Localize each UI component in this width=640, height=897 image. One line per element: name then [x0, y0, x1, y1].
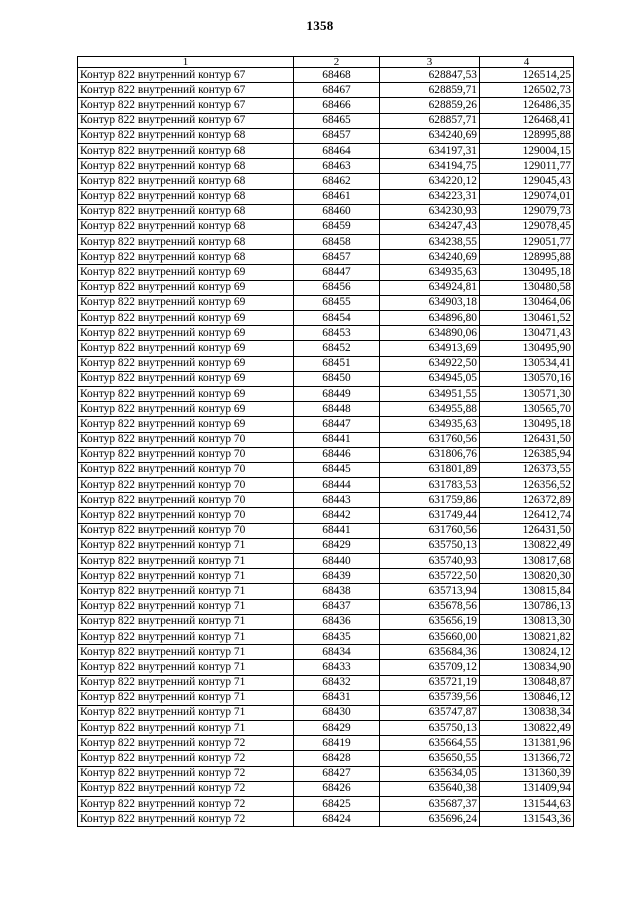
table-row: [78, 417, 574, 432]
x-coordinate-cell: 628859,71: [380, 83, 480, 98]
point-number-cell: 68465: [294, 113, 380, 128]
y-coordinate-cell: 129011,77: [480, 159, 574, 174]
point-number-cell: 68439: [294, 569, 380, 584]
table-header-row: [78, 57, 574, 68]
point-number-cell: 68436: [294, 614, 380, 629]
table-row: [78, 721, 574, 736]
x-coordinate-cell: 634247,43: [380, 219, 480, 234]
table-row: [78, 812, 574, 827]
point-number-cell: 68468: [294, 68, 380, 83]
point-number-cell: 68447: [294, 417, 380, 432]
x-coordinate-cell: 634913,69: [380, 341, 480, 356]
point-number-cell: 68446: [294, 447, 380, 462]
y-coordinate-cell: 126431,50: [480, 432, 574, 447]
point-number-cell: 68429: [294, 538, 380, 553]
x-coordinate-cell: 635750,13: [380, 721, 480, 736]
contour-name-cell: Контур 822 внутренний контур 68: [78, 250, 294, 265]
contour-name-cell: Контур 822 внутренний контур 68: [78, 159, 294, 174]
x-coordinate-cell: 634924,81: [380, 280, 480, 295]
y-coordinate-cell: 131360,39: [480, 766, 574, 781]
point-number-cell: 68430: [294, 705, 380, 720]
x-coordinate-cell: 634890,06: [380, 326, 480, 341]
contour-name-cell: Контур 822 внутренний контур 68: [78, 189, 294, 204]
x-coordinate-cell: 634935,63: [380, 417, 480, 432]
x-coordinate-cell: 634955,88: [380, 402, 480, 417]
y-coordinate-cell: 126372,89: [480, 493, 574, 508]
y-coordinate-cell: 131381,96: [480, 736, 574, 751]
point-number-cell: 68419: [294, 736, 380, 751]
y-coordinate-cell: 130824,12: [480, 645, 574, 660]
x-coordinate-cell: 635678,56: [380, 599, 480, 614]
x-coordinate-cell: 631759,86: [380, 493, 480, 508]
x-coordinate-cell: 635713,94: [380, 584, 480, 599]
point-number-cell: 68453: [294, 326, 380, 341]
x-coordinate-cell: 635634,05: [380, 766, 480, 781]
contour-name-cell: Контур 822 внутренний контур 69: [78, 265, 294, 280]
table-row: [78, 250, 574, 265]
contour-name-cell: Контур 822 внутренний контур 72: [78, 797, 294, 812]
point-number-cell: 68431: [294, 690, 380, 705]
column-header: 1: [78, 57, 294, 68]
y-coordinate-cell: 130495,18: [480, 417, 574, 432]
x-coordinate-cell: 635660,00: [380, 629, 480, 644]
point-number-cell: 68441: [294, 523, 380, 538]
y-coordinate-cell: 128995,88: [480, 128, 574, 143]
y-coordinate-cell: 131409,94: [480, 781, 574, 796]
contour-name-cell: Контур 822 внутренний контур 70: [78, 493, 294, 508]
point-number-cell: 68451: [294, 356, 380, 371]
table-row: [78, 128, 574, 143]
table-row: [78, 98, 574, 113]
y-coordinate-cell: 130848,87: [480, 675, 574, 690]
y-coordinate-cell: 130480,58: [480, 280, 574, 295]
y-coordinate-cell: 131544,63: [480, 797, 574, 812]
x-coordinate-cell: 634945,05: [380, 371, 480, 386]
point-number-cell: 68438: [294, 584, 380, 599]
point-number-cell: 68467: [294, 83, 380, 98]
table-row: [78, 781, 574, 796]
contour-name-cell: Контур 822 внутренний контур 69: [78, 386, 294, 401]
table-row: [78, 143, 574, 158]
contour-name-cell: Контур 822 внутренний контур 71: [78, 675, 294, 690]
table-row: [78, 766, 574, 781]
point-number-cell: 68455: [294, 295, 380, 310]
x-coordinate-cell: 631801,89: [380, 462, 480, 477]
contour-name-cell: Контур 822 внутренний контур 69: [78, 326, 294, 341]
table-row: [78, 159, 574, 174]
table-row: [78, 326, 574, 341]
y-coordinate-cell: 126502,73: [480, 83, 574, 98]
x-coordinate-cell: 635696,24: [380, 812, 480, 827]
contour-name-cell: Контур 822 внутренний контур 71: [78, 629, 294, 644]
y-coordinate-cell: 130822,49: [480, 721, 574, 736]
x-coordinate-cell: 635709,12: [380, 660, 480, 675]
x-coordinate-cell: 634922,50: [380, 356, 480, 371]
point-number-cell: 68437: [294, 599, 380, 614]
y-coordinate-cell: 126356,52: [480, 478, 574, 493]
x-coordinate-cell: 634935,63: [380, 265, 480, 280]
contour-name-cell: Контур 822 внутренний контур 70: [78, 432, 294, 447]
x-coordinate-cell: 628859,26: [380, 98, 480, 113]
table-row: [78, 174, 574, 189]
point-number-cell: 68464: [294, 143, 380, 158]
table-row: [78, 113, 574, 128]
contour-name-cell: Контур 822 внутренний контур 70: [78, 523, 294, 538]
point-number-cell: 68428: [294, 751, 380, 766]
point-number-cell: 68463: [294, 159, 380, 174]
table-row: [78, 462, 574, 477]
y-coordinate-cell: 126468,41: [480, 113, 574, 128]
y-coordinate-cell: 129079,73: [480, 204, 574, 219]
point-number-cell: 68432: [294, 675, 380, 690]
x-coordinate-cell: 635750,13: [380, 538, 480, 553]
y-coordinate-cell: 130822,49: [480, 538, 574, 553]
contour-name-cell: Контур 822 внутренний контур 71: [78, 538, 294, 553]
x-coordinate-cell: 634197,31: [380, 143, 480, 158]
x-coordinate-cell: 631760,56: [380, 432, 480, 447]
x-coordinate-cell: 634223,31: [380, 189, 480, 204]
table-row: [78, 705, 574, 720]
contour-name-cell: Контур 822 внутренний контур 71: [78, 599, 294, 614]
x-coordinate-cell: 635739,56: [380, 690, 480, 705]
contour-name-cell: Контур 822 внутренний контур 69: [78, 341, 294, 356]
x-coordinate-cell: 628857,71: [380, 113, 480, 128]
y-coordinate-cell: 126412,74: [480, 508, 574, 523]
y-coordinate-cell: 129074,01: [480, 189, 574, 204]
point-number-cell: 68427: [294, 766, 380, 781]
column-header: 4: [480, 57, 574, 68]
table-row: [78, 478, 574, 493]
contour-name-cell: Контур 822 внутренний контур 69: [78, 295, 294, 310]
point-number-cell: 68440: [294, 554, 380, 569]
table-row: [78, 736, 574, 751]
table-row: [78, 68, 574, 83]
x-coordinate-cell: 631783,53: [380, 478, 480, 493]
point-number-cell: 68435: [294, 629, 380, 644]
x-coordinate-cell: 631760,56: [380, 523, 480, 538]
contour-name-cell: Контур 822 внутренний контур 71: [78, 584, 294, 599]
y-coordinate-cell: 130834,90: [480, 660, 574, 675]
table-row: [78, 569, 574, 584]
y-coordinate-cell: 130817,68: [480, 554, 574, 569]
table-row: [78, 538, 574, 553]
x-coordinate-cell: 635687,37: [380, 797, 480, 812]
table-row: [78, 508, 574, 523]
contour-name-cell: Контур 822 внутренний контур 72: [78, 781, 294, 796]
x-coordinate-cell: 634194,75: [380, 159, 480, 174]
x-coordinate-cell: 635684,36: [380, 645, 480, 660]
contour-name-cell: Контур 822 внутренний контур 69: [78, 402, 294, 417]
coordinates-table: [77, 56, 574, 827]
contour-name-cell: Контур 822 внутренний контур 69: [78, 417, 294, 432]
contour-name-cell: Контур 822 внутренний контур 68: [78, 204, 294, 219]
y-coordinate-cell: 130495,18: [480, 265, 574, 280]
point-number-cell: 68441: [294, 432, 380, 447]
y-coordinate-cell: 130565,70: [480, 402, 574, 417]
point-number-cell: 68426: [294, 781, 380, 796]
x-coordinate-cell: 635656,19: [380, 614, 480, 629]
point-number-cell: 68429: [294, 721, 380, 736]
contour-name-cell: Контур 822 внутренний контур 71: [78, 690, 294, 705]
table-row: [78, 386, 574, 401]
contour-name-cell: Контур 822 внутренний контур 68: [78, 235, 294, 250]
y-coordinate-cell: 126385,94: [480, 447, 574, 462]
table-row: [78, 751, 574, 766]
table-row: [78, 614, 574, 629]
y-coordinate-cell: 126431,50: [480, 523, 574, 538]
x-coordinate-cell: 634951,55: [380, 386, 480, 401]
contour-name-cell: Контур 822 внутренний контур 67: [78, 113, 294, 128]
contour-name-cell: Контур 822 внутренний контур 69: [78, 280, 294, 295]
y-coordinate-cell: 130821,82: [480, 629, 574, 644]
y-coordinate-cell: 130786,13: [480, 599, 574, 614]
table-row: [78, 356, 574, 371]
y-coordinate-cell: 130534,41: [480, 356, 574, 371]
point-number-cell: 68460: [294, 204, 380, 219]
y-coordinate-cell: 126514,25: [480, 68, 574, 83]
contour-name-cell: Контур 822 внутренний контур 71: [78, 721, 294, 736]
table-row: [78, 675, 574, 690]
y-coordinate-cell: 130471,43: [480, 326, 574, 341]
contour-name-cell: Контур 822 внутренний контур 71: [78, 569, 294, 584]
x-coordinate-cell: 635640,38: [380, 781, 480, 796]
table-row: [78, 660, 574, 675]
table-row: [78, 341, 574, 356]
x-coordinate-cell: 635740,93: [380, 554, 480, 569]
point-number-cell: 68444: [294, 478, 380, 493]
point-number-cell: 68449: [294, 386, 380, 401]
contour-name-cell: Контур 822 внутренний контур 72: [78, 766, 294, 781]
table-row: [78, 523, 574, 538]
table-row: [78, 295, 574, 310]
table-row: [78, 584, 574, 599]
x-coordinate-cell: 635664,55: [380, 736, 480, 751]
table-row: [78, 629, 574, 644]
x-coordinate-cell: 634238,55: [380, 235, 480, 250]
y-coordinate-cell: 130464,06: [480, 295, 574, 310]
point-number-cell: 68442: [294, 508, 380, 523]
table-row: [78, 189, 574, 204]
contour-name-cell: Контур 822 внутренний контур 68: [78, 174, 294, 189]
point-number-cell: 68443: [294, 493, 380, 508]
table-row: [78, 554, 574, 569]
contour-name-cell: Контур 822 внутренний контур 71: [78, 554, 294, 569]
x-coordinate-cell: 634240,69: [380, 128, 480, 143]
contour-name-cell: Контур 822 внутренний контур 68: [78, 143, 294, 158]
y-coordinate-cell: 130570,16: [480, 371, 574, 386]
point-number-cell: 68433: [294, 660, 380, 675]
contour-name-cell: Контур 822 внутренний контур 68: [78, 219, 294, 234]
contour-name-cell: Контур 822 внутренний контур 71: [78, 645, 294, 660]
table-row: [78, 204, 574, 219]
point-number-cell: 68448: [294, 402, 380, 417]
table-row: [78, 645, 574, 660]
point-number-cell: 68458: [294, 235, 380, 250]
x-coordinate-cell: 634903,18: [380, 295, 480, 310]
y-coordinate-cell: 129045,43: [480, 174, 574, 189]
column-header: 2: [294, 57, 380, 68]
y-coordinate-cell: 130815,84: [480, 584, 574, 599]
table-row: [78, 371, 574, 386]
table-row: [78, 83, 574, 98]
point-number-cell: 68459: [294, 219, 380, 234]
table-row: [78, 280, 574, 295]
y-coordinate-cell: 129078,45: [480, 219, 574, 234]
y-coordinate-cell: 130813,30: [480, 614, 574, 629]
contour-name-cell: Контур 822 внутренний контур 69: [78, 311, 294, 326]
x-coordinate-cell: 631749,44: [380, 508, 480, 523]
table-row: [78, 493, 574, 508]
table-row: [78, 311, 574, 326]
x-coordinate-cell: 635722,50: [380, 569, 480, 584]
x-coordinate-cell: 635747,87: [380, 705, 480, 720]
point-number-cell: 68454: [294, 311, 380, 326]
y-coordinate-cell: 130495,90: [480, 341, 574, 356]
point-number-cell: 68450: [294, 371, 380, 386]
point-number-cell: 68434: [294, 645, 380, 660]
point-number-cell: 68424: [294, 812, 380, 827]
table-row: [78, 265, 574, 280]
table-row: [78, 797, 574, 812]
contour-name-cell: Контур 822 внутренний контур 72: [78, 751, 294, 766]
point-number-cell: 68445: [294, 462, 380, 477]
y-coordinate-cell: 130846,12: [480, 690, 574, 705]
x-coordinate-cell: 635721,19: [380, 675, 480, 690]
y-coordinate-cell: 130461,52: [480, 311, 574, 326]
table-row: [78, 235, 574, 250]
contour-name-cell: Контур 822 внутренний контур 71: [78, 660, 294, 675]
table-row: [78, 402, 574, 417]
y-coordinate-cell: 129051,77: [480, 235, 574, 250]
y-coordinate-cell: 126486,35: [480, 98, 574, 113]
x-coordinate-cell: 634240,69: [380, 250, 480, 265]
table-row: [78, 690, 574, 705]
x-coordinate-cell: 634220,12: [380, 174, 480, 189]
point-number-cell: 68466: [294, 98, 380, 113]
contour-name-cell: Контур 822 внутренний контур 72: [78, 812, 294, 827]
point-number-cell: 68456: [294, 280, 380, 295]
x-coordinate-cell: 635650,55: [380, 751, 480, 766]
x-coordinate-cell: 631806,76: [380, 447, 480, 462]
point-number-cell: 68452: [294, 341, 380, 356]
y-coordinate-cell: 129004,15: [480, 143, 574, 158]
contour-name-cell: Контур 822 внутренний контур 70: [78, 508, 294, 523]
table-row: [78, 599, 574, 614]
contour-name-cell: Контур 822 внутренний контур 70: [78, 462, 294, 477]
point-number-cell: 68462: [294, 174, 380, 189]
table-row: [78, 432, 574, 447]
point-number-cell: 68425: [294, 797, 380, 812]
x-coordinate-cell: 634230,93: [380, 204, 480, 219]
y-coordinate-cell: 128995,88: [480, 250, 574, 265]
y-coordinate-cell: 130838,34: [480, 705, 574, 720]
y-coordinate-cell: 131543,36: [480, 812, 574, 827]
contour-name-cell: Контур 822 внутренний контур 71: [78, 614, 294, 629]
contour-name-cell: Контур 822 внутренний контур 67: [78, 68, 294, 83]
contour-name-cell: Контур 822 внутренний контур 70: [78, 478, 294, 493]
point-number-cell: 68457: [294, 128, 380, 143]
y-coordinate-cell: 126373,55: [480, 462, 574, 477]
point-number-cell: 68447: [294, 265, 380, 280]
table-body: [78, 68, 574, 827]
table-row: [78, 219, 574, 234]
x-coordinate-cell: 634896,80: [380, 311, 480, 326]
y-coordinate-cell: 130820,30: [480, 569, 574, 584]
y-coordinate-cell: 130571,30: [480, 386, 574, 401]
y-coordinate-cell: 131366,72: [480, 751, 574, 766]
contour-name-cell: Контур 822 внутренний контур 72: [78, 736, 294, 751]
point-number-cell: 68457: [294, 250, 380, 265]
x-coordinate-cell: 628847,53: [380, 68, 480, 83]
contour-name-cell: Контур 822 внутренний контур 67: [78, 83, 294, 98]
column-header: 3: [380, 57, 480, 68]
contour-name-cell: Контур 822 внутренний контур 69: [78, 356, 294, 371]
contour-name-cell: Контур 822 внутренний контур 68: [78, 128, 294, 143]
contour-name-cell: Контур 822 внутренний контур 69: [78, 371, 294, 386]
contour-name-cell: Контур 822 внутренний контур 70: [78, 447, 294, 462]
contour-name-cell: Контур 822 внутренний контур 67: [78, 98, 294, 113]
point-number-cell: 68461: [294, 189, 380, 204]
table-row: [78, 447, 574, 462]
contour-name-cell: Контур 822 внутренний контур 71: [78, 705, 294, 720]
page-number: 1358: [306, 18, 334, 33]
